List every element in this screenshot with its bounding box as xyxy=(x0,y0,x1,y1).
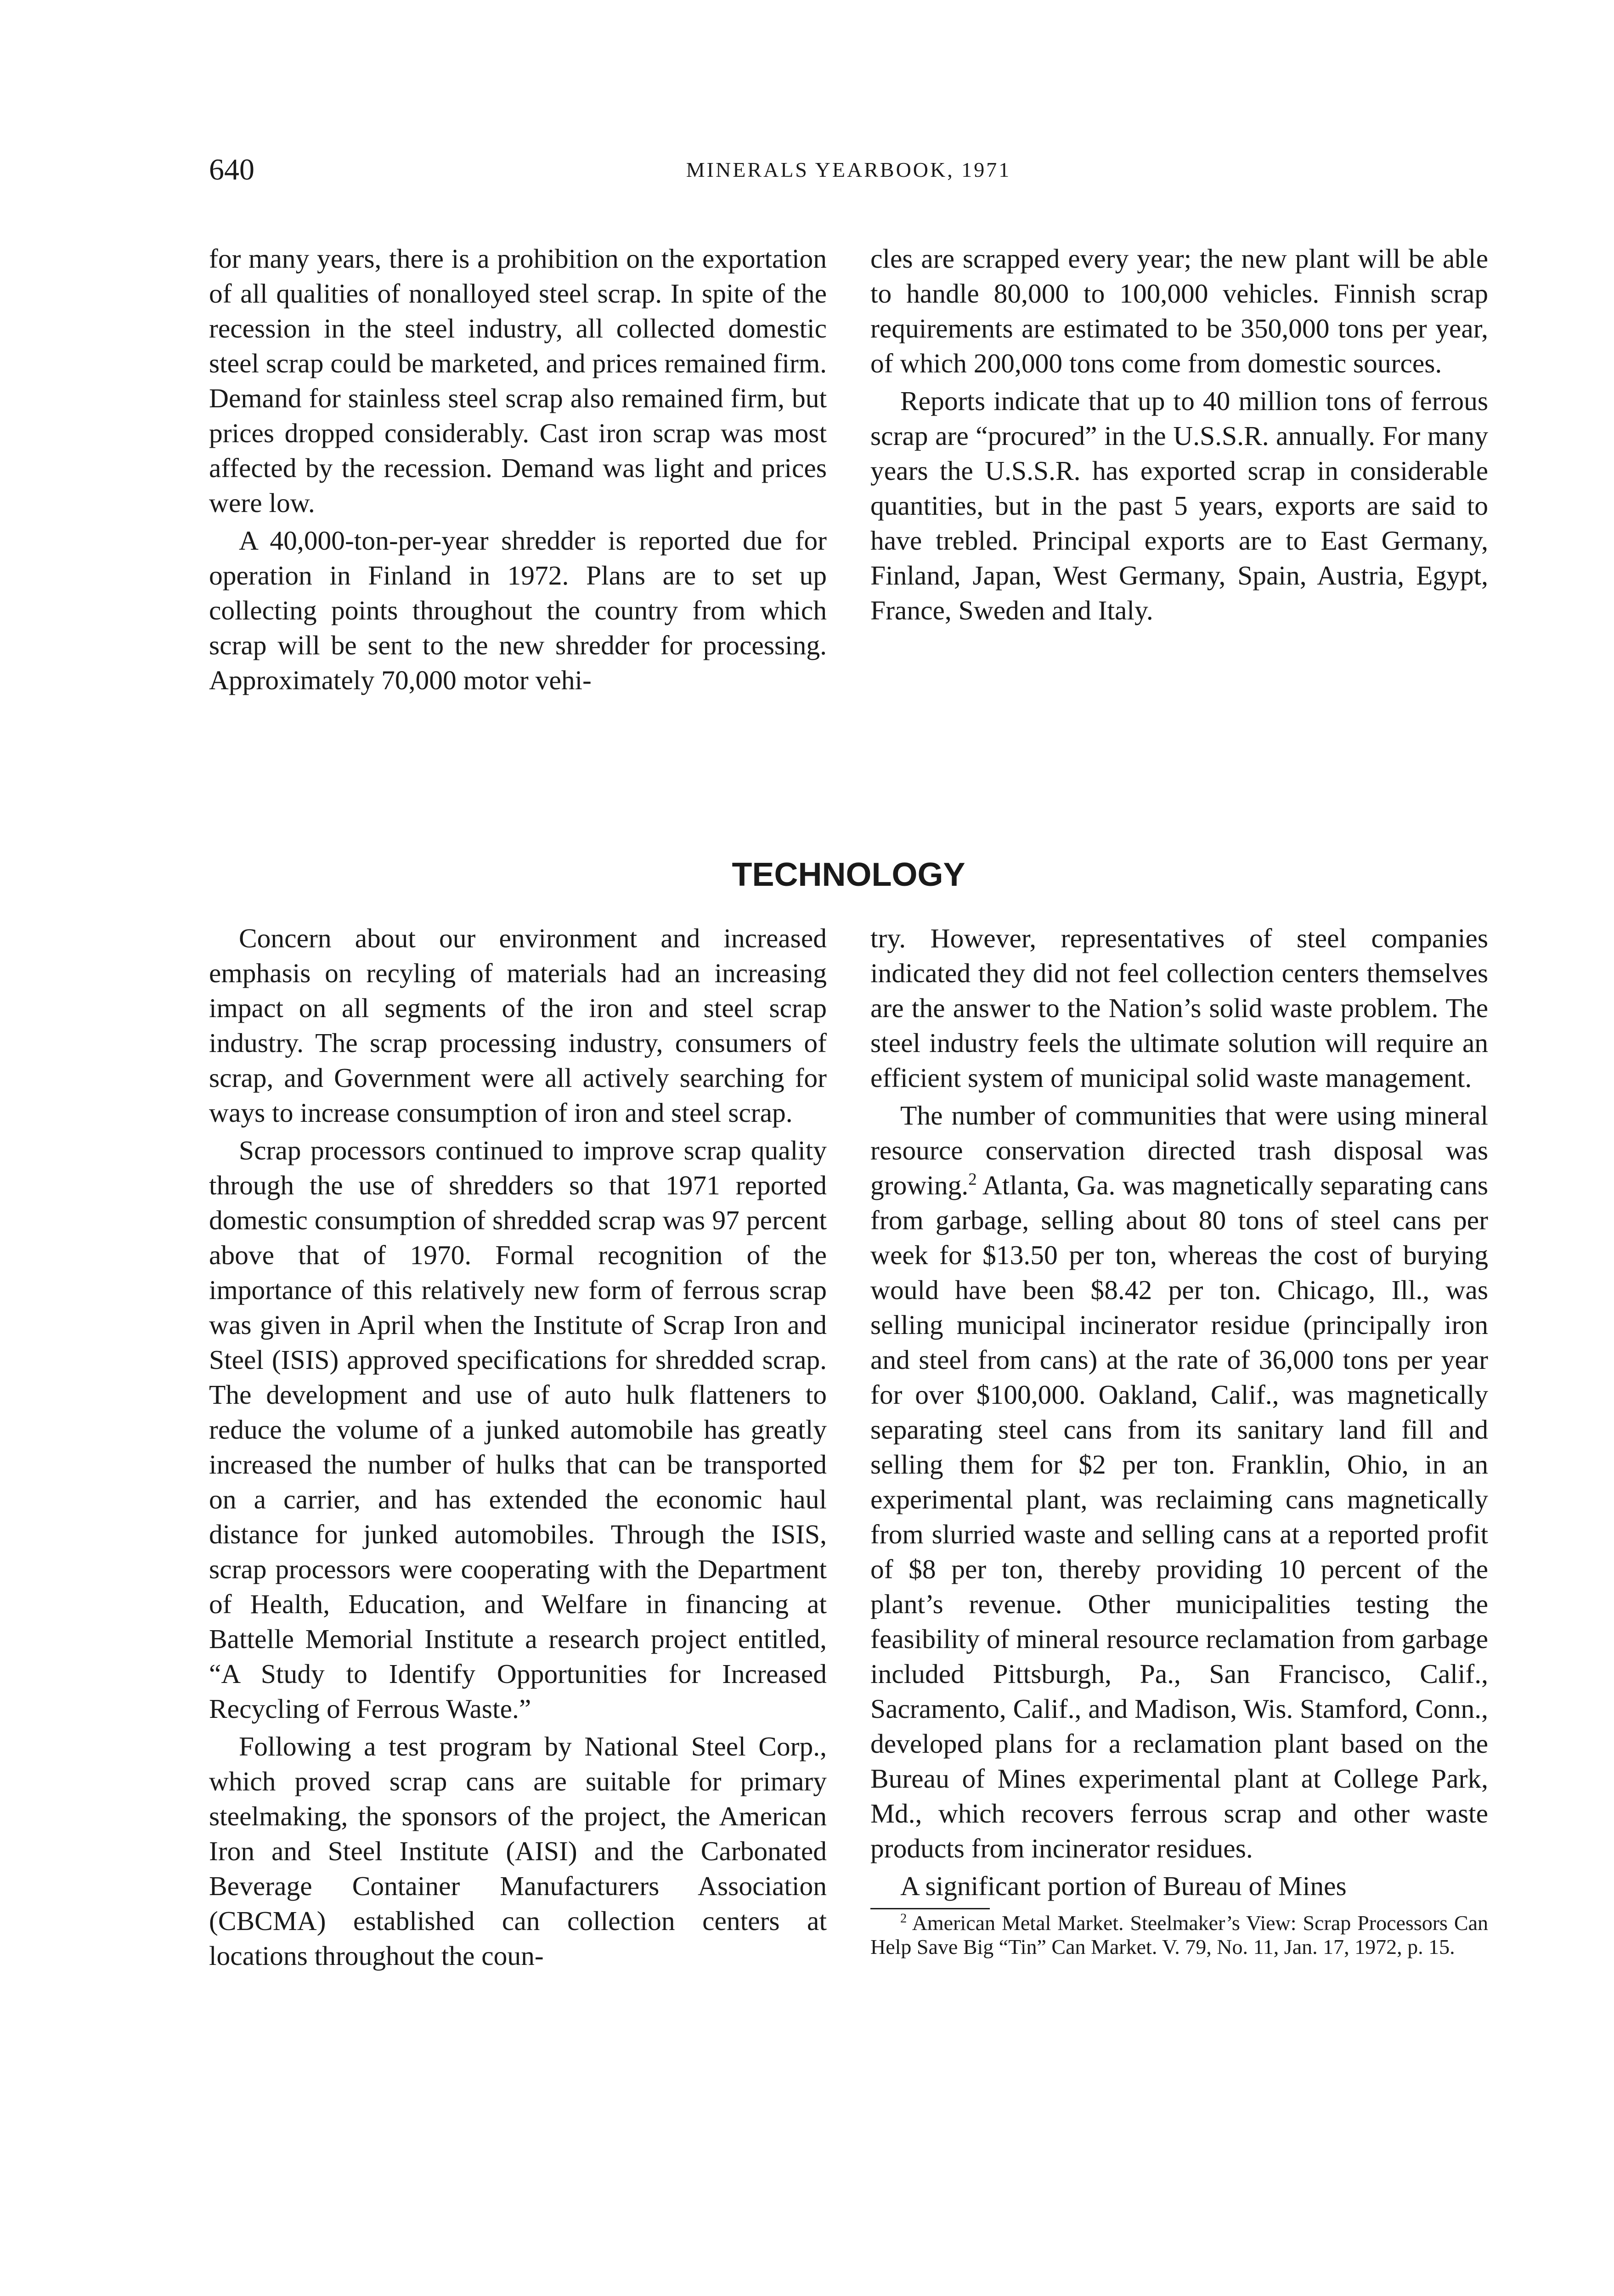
top-right-column xyxy=(870,241,1488,628)
technology-left-column xyxy=(209,921,827,1973)
paragraph: A 40,000-ton-per-year shredder is reported due for operation in Finland in 1972. Plans are to set up collecting points throughout the country from which scrap will be sent to the new shredder for processing. Approximately 70,000 motor vehi- xyxy=(209,525,827,695)
top-left-column xyxy=(209,241,827,698)
running-head: MINERALS YEARBOOK, 1971 xyxy=(686,158,1011,181)
footnote-divider xyxy=(870,1908,990,1909)
paragraph: Concern about our environment and increased emphasis on recyling of materials had an increasing impact on all segments of the iron and steel scrap industry. The scrap processing industry, consumers of scrap, and Government were all actively searching for ways to increase consumption of iron and steel scrap. xyxy=(209,923,827,1128)
footnote-text: American Metal Market. Steelmaker’s View: Scrap Processors Can Help Save Big “Tin” Can Market. V. 79, No. 11, Jan. 17, 1972, p. 15. xyxy=(870,1911,1488,1958)
paragraph: cles are scrapped every year; the new plant will be able to handle 80,000 to 100,000 vehicles. Finnish scrap requirements are estimated to be 350,000 tons per year, of which 200,000 tons come from domestic sources. xyxy=(870,243,1488,378)
paragraph: Following a test program by National Steel Corp., which proved scrap cans are suitable for primary steelmaking, the sponsors of the project, the American Iron and Steel Institute (AISI) and the Carbonated Beverage Container Manufacturers Association (CBCMA) established can collection centers at locations throughout the coun- xyxy=(209,1731,827,1971)
paragraph-text: Atlanta, Ga. was magnetically separating cans from garbage, selling about 80 tons of steel cans per week for $13.50 per ton, whereas the cost of burying would have been $8.42 per ton. Chicago, Ill., was selling municipal incinerator residue (principally iron and steel from cans) at the rate of 36,000 tons per year for over $100,000. Oakland, Calif., was magnetically separating steel cans from its sanitary land fill and selling them for $2 per ton. Franklin, Ohio, in an experimental plant, was reclaiming cans magnetically from slurried waste and selling cans at a reported profit of $8 per ton, thereby providing 10 percent of the plant’s revenue. Other municipalities testing the feasibility of mineral resource reclamation from garbage included Pittsburgh, Pa., San Francisco, Calif., Sacramento, Calif., and Madison, Wis. Stamford, Conn., developed plans for a reclamation plant based on the Bureau of Mines experimental plant at College Park, Md., which recovers ferrous scrap and other waste products from incinerator residues. xyxy=(870,1170,1488,1863)
paragraph-text: The number of communities that were using mineral resource conservation directed trash disposal was growing. xyxy=(870,1100,1488,1200)
paragraph: for many years, there is a prohibition on the exportation of all qualities of nonalloyed steel scrap. In spite of the recession in the steel industry, all collected domestic steel scrap could be marketed, and prices remained firm. Demand for stainless steel scrap also remained firm, but prices dropped considerably. Cast iron scrap was most affected by the recession. Demand was light and prices were low. xyxy=(209,243,827,518)
paragraph: A significant portion of Bureau of Mines xyxy=(900,1871,1347,1901)
paragraph: Scrap processors continued to improve scrap quality through the use of shredders so that 1971 reported domestic consumption of shredded scrap was 97 percent above that of 1970. Formal recognition of the importance of this relatively new form of ferrous scrap was given in April when the Institute of Scrap Iron and Steel (ISIS) approved specifications for shredded scrap. The development and use of auto hulk flatteners to reduce the volume of a junked automobile has greatly increased the number of hulks that can be transported on a carrier, and has extended the economic haul distance for junked automobiles. Through the ISIS, scrap processors were cooperating with the Department of Health, Education, and Welfare in financing at Battelle Memorial Institute a research project entitled, “A Study to Identify Opportunities for Increased Recycling of Ferrous Waste.” xyxy=(209,1135,827,1724)
paragraph: try. However, representatives of steel companies indicated they did not feel collection centers themselves are the answer to the Nation’s solid waste problem. The steel industry feels the ultimate solution will require an efficient system of municipal solid waste management. xyxy=(870,923,1488,1093)
footnote-reference: 2 xyxy=(968,1170,977,1189)
paragraph: Reports indicate that up to 40 million tons of ferrous scrap are “procured” in the U.S.S.R. annually. For many years the U.S.S.R. has exported scrap in considerable quantities, but in the past 5 years, exports are said to have trebled. Principal exports are to East Germany, Finland, Japan, West Germany, Spain, Austria, Egypt, France, Sweden and Italy. xyxy=(870,386,1488,625)
technology-right-column xyxy=(870,921,1488,1959)
footnote-marker: 2 xyxy=(900,1911,907,1926)
footnote xyxy=(870,1911,1488,1959)
section-heading-technology: TECHNOLOGY xyxy=(732,856,965,893)
page-header xyxy=(209,152,1488,188)
paragraph xyxy=(870,1098,1488,1866)
page-number: 640 xyxy=(209,153,254,186)
